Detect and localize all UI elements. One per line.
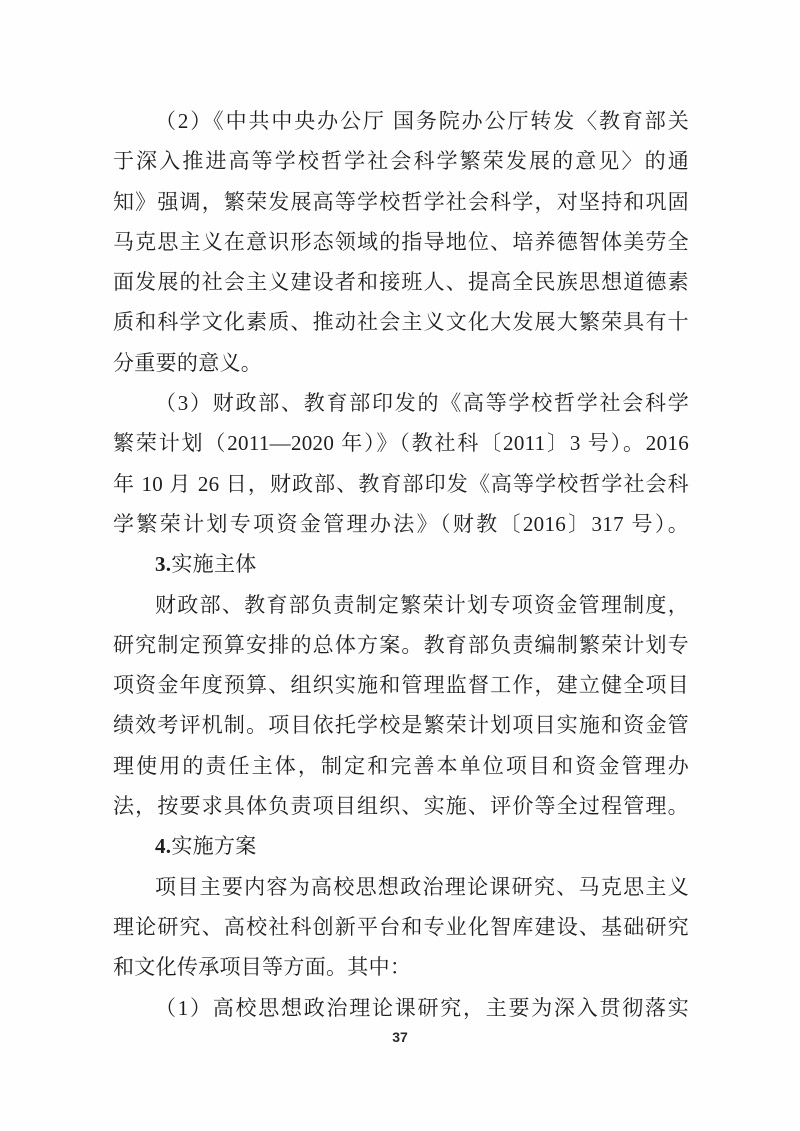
text-line: 知》强调，繁荣发展高等学校哲学社会科学，对坚持和巩固 — [113, 189, 689, 214]
text-line: 马克思主义在意识形态领域的指导地位、培养德智体美劳全 — [113, 229, 689, 254]
section-title: 实施方案 — [171, 834, 257, 859]
section-heading-implementation-plan — [113, 826, 689, 866]
text-line: 财政部、教育部负责制定繁荣计划专项资金管理制度， — [155, 592, 689, 617]
text-block — [113, 101, 689, 1028]
section-number: 4. — [155, 834, 172, 859]
text-line: 年 10 月 26 日，财政部、教育部印发《高等学校哲学社会科 — [113, 471, 689, 496]
text-line: （2）《中共中央办公厅 国务院办公厅转发〈教育部关 — [155, 109, 689, 133]
text-line: 繁荣计划（2011—2020 年）》（教社科〔2011〕3 号）。2016 — [113, 431, 689, 456]
text-line: 于深入推进高等学校哲学社会科学繁荣发展的意见〉的通 — [113, 149, 689, 174]
text-line: 和文化传承项目等方面。其中： — [113, 955, 412, 980]
text-line: 质和科学文化素质、推动社会主义文化大发展大繁荣具有十 — [113, 310, 689, 335]
section-heading-implementation-body — [113, 544, 689, 584]
text-line: 理论研究、高校社科创新平台和专业化智库建设、基础研究 — [113, 914, 689, 939]
text-line: 分重要的意义。 — [113, 350, 263, 375]
text-line: 理使用的责任主体，制定和完善本单位项目和资金管理办 — [113, 753, 689, 778]
text-line: 学繁荣计划专项资金管理办法》（财教〔2016〕317 号）。 — [113, 511, 689, 536]
page-number: 37 — [392, 1029, 408, 1045]
text-line: 面发展的社会主义建设者和接班人、提高全民族思想道德素 — [113, 270, 689, 295]
section-title: 实施主体 — [171, 552, 257, 577]
text-line: 研究制定预算安排的总体方案。教育部负责编制繁荣计划专 — [113, 632, 689, 657]
text-line: （1）高校思想政治理论课研究，主要为深入贯彻落实 — [155, 995, 689, 1020]
text-line: 项目主要内容为高校思想政治理论课研究、马克思主义 — [155, 874, 689, 899]
text-line: 项资金年度预算、组织实施和管理监督工作，建立健全项目 — [113, 673, 689, 698]
text-line: 法，按要求具体负责项目组织、实施、评价等全过程管理。 — [113, 794, 689, 819]
text-line: 绩效考评机制。项目依托学校是繁荣计划项目实施和资金管 — [113, 713, 689, 738]
section-number: 3. — [155, 552, 172, 577]
text-line: （3）财政部、教育部印发的《高等学校哲学社会科学 — [155, 391, 689, 416]
